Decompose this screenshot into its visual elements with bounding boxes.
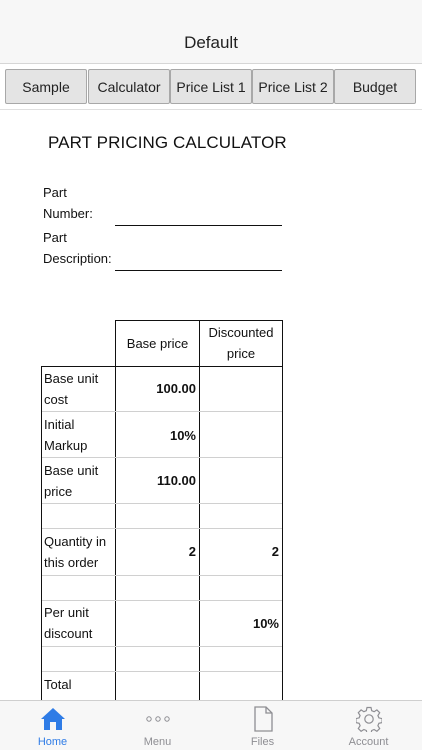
navigation-bar	[0, 0, 422, 64]
tab-budget[interactable]: Budget	[334, 69, 416, 104]
cell-base-unit-cost[interactable]: 100.00	[156, 381, 196, 396]
row-label-line2: Markup	[44, 438, 88, 453]
table-line	[42, 457, 282, 458]
bottom-tab-bar	[0, 700, 422, 750]
gear-icon	[356, 706, 382, 737]
row-label-line2: price	[44, 484, 73, 499]
row-label-line2: discount	[44, 626, 93, 641]
table-line	[42, 646, 282, 647]
column-header-discounted-price	[200, 322, 282, 364]
row-label-base-unit-cost	[44, 368, 116, 410]
row-label-line2: this order	[44, 555, 99, 570]
tabbar-files-label: Files	[250, 736, 275, 748]
part-description-label-line2: Description:	[43, 251, 112, 266]
row-label-line1: Quantity in	[44, 534, 107, 549]
part-description-label	[43, 227, 112, 269]
cell-initial-markup[interactable]: 10%	[169, 428, 196, 443]
table-line	[42, 411, 282, 412]
part-number-label-line1: Part	[43, 185, 67, 200]
row-label-total	[44, 674, 116, 695]
table-line	[42, 575, 282, 576]
part-number-label-line2: Number:	[43, 206, 93, 221]
row-label-per-unit-discount	[44, 602, 116, 644]
tabbar-home[interactable]	[0, 701, 105, 750]
row-label-line1: Initial	[44, 417, 75, 432]
tabbar-home-label: Home	[37, 736, 68, 748]
file-icon	[252, 706, 274, 737]
row-label-base-unit-price	[44, 460, 116, 502]
row-label-quantity	[44, 531, 116, 573]
tab-price-list-2[interactable]: Price List 2	[252, 69, 334, 104]
table-line	[42, 528, 282, 529]
tabbar-files[interactable]	[210, 701, 315, 750]
cell-quantity-discounted[interactable]: 2	[271, 544, 279, 559]
part-description-input[interactable]	[115, 270, 282, 271]
table-line	[41, 366, 42, 700]
ellipsis-icon	[145, 711, 171, 729]
table-line	[282, 320, 283, 700]
sheet-title: PART PRICING CALCULATOR	[48, 133, 287, 152]
tabbar-menu[interactable]	[105, 701, 210, 750]
column-header-discounted-line2: price	[226, 346, 256, 361]
sheet-tabs	[0, 64, 422, 110]
cell-quantity-base[interactable]: 2	[188, 544, 196, 559]
row-label-line2: cost	[44, 392, 68, 407]
row-label-line1: Per unit	[44, 605, 89, 620]
tab-price-list-1[interactable]: Price List 1	[170, 69, 252, 104]
tabbar-menu-label: Menu	[143, 736, 172, 748]
home-icon	[40, 706, 66, 737]
part-number-input[interactable]	[115, 225, 282, 226]
part-description-label-line1: Part	[43, 230, 67, 245]
tabbar-account-label: Account	[348, 736, 389, 748]
column-header-base-price: Base price	[126, 336, 189, 351]
row-label-line1: Base unit	[44, 371, 99, 386]
table-line	[42, 671, 282, 672]
cell-per-unit-discount[interactable]: 10%	[252, 616, 279, 631]
tab-sample[interactable]: Sample	[5, 69, 87, 104]
spreadsheet-view[interactable]	[0, 111, 422, 700]
cell-base-unit-price[interactable]: 110.00	[156, 473, 196, 488]
table-line	[42, 503, 282, 504]
row-label-initial-markup	[44, 414, 116, 456]
tabbar-account[interactable]	[315, 701, 422, 750]
table-line	[41, 366, 283, 367]
row-label-line1: Base unit	[44, 463, 99, 478]
table-line	[42, 600, 282, 601]
page-title: Default	[184, 33, 238, 52]
row-label-line1: Total	[44, 677, 72, 692]
column-header-discounted-line1: Discounted	[208, 325, 274, 340]
part-number-label	[43, 182, 93, 224]
table-line	[199, 320, 200, 700]
tab-calculator[interactable]: Calculator	[88, 69, 170, 104]
